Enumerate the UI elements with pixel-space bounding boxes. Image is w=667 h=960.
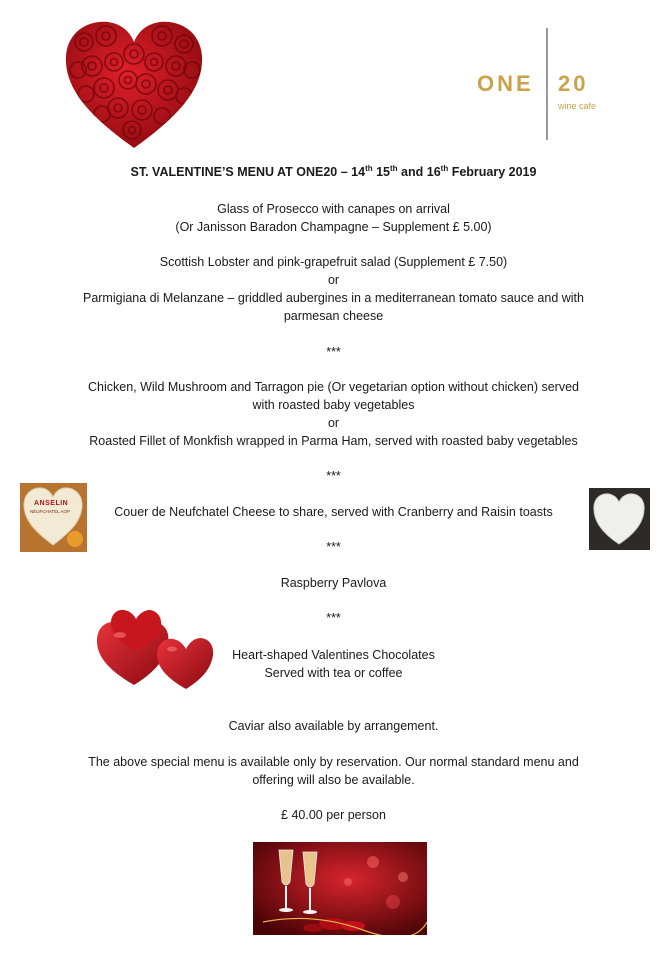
chocolates-line-1: Heart-shaped Valentines Chocolates [232, 648, 435, 662]
main-monkfish: Roasted Fillet of Monkfish wrapped in Parma Ham, served with roasted baby vegetables [89, 434, 578, 448]
menu-title-sup: th [365, 164, 373, 173]
logo-text-20: 20 [558, 71, 589, 96]
cheese-course: Couer de Neufchatel Cheese to share, served with Cranberry and Raisin toasts [114, 505, 553, 519]
menu-title-prefix: ST. VALENTINE’S MENU AT ONE20 – 14 [130, 165, 366, 179]
chocolates-line-2: Served with tea or coffee [264, 666, 403, 680]
menu-title [0, 163, 667, 181]
or-separator: or [327, 416, 340, 430]
starter-parmigiana-line-2: parmesan cheese [283, 309, 384, 323]
arrival-line-2: (Or Janisson Baradon Champagne – Supplement £ 5.00) [175, 220, 492, 234]
champagne-glasses-icon [253, 842, 427, 935]
menu-title-suffix: February 2019 [448, 165, 537, 179]
arrival-line-1: Glass of Prosecco with canapes on arrival [217, 202, 450, 216]
rose-heart-image [62, 18, 206, 153]
course-separator: *** [326, 611, 341, 625]
reservation-note-line-2: offering will also be available. [252, 773, 415, 787]
price: £ 40.00 per person [281, 808, 386, 822]
logo-text-one: ONE [477, 71, 534, 96]
champagne-photo [253, 842, 427, 935]
menu-title-sup: th [390, 164, 398, 173]
course-separator: *** [326, 469, 341, 483]
or-separator: or [327, 273, 340, 287]
main-chicken-line-1: Chicken, Wild Mushroom and Tarragon pie (Or vegetarian option without chicken) served [88, 380, 579, 394]
starter-parmigiana-line-1: Parmigiana di Melanzane – griddled aubergines in a mediterranean tomato sauce and with [82, 291, 584, 305]
cheese-label-type: NEUFCHATEL AOP [30, 509, 71, 514]
caviar-note: Caviar also available by arrangement. [228, 719, 439, 733]
menu-title-sup: th [440, 164, 449, 173]
cheese-label-brand: ANSELIN [34, 500, 69, 507]
main-chicken-line-2: with roasted baby vegetables [252, 398, 415, 412]
logo-divider [546, 28, 548, 140]
menu-title-date-16: and 16 [397, 165, 441, 179]
logo-subtitle: wine cafe [558, 101, 597, 111]
dessert-pavlova: Raspberry Pavlova [280, 576, 387, 590]
starter-lobster: Scottish Lobster and pink-grapefruit salad (Supplement £ 7.50) [159, 255, 508, 269]
course-separator: *** [326, 345, 341, 359]
course-separator: *** [326, 540, 341, 554]
reservation-note-line-1: The above special menu is available only by reservation. Our normal standard menu and [88, 755, 579, 769]
menu-title-date-15: 15 [372, 165, 391, 179]
